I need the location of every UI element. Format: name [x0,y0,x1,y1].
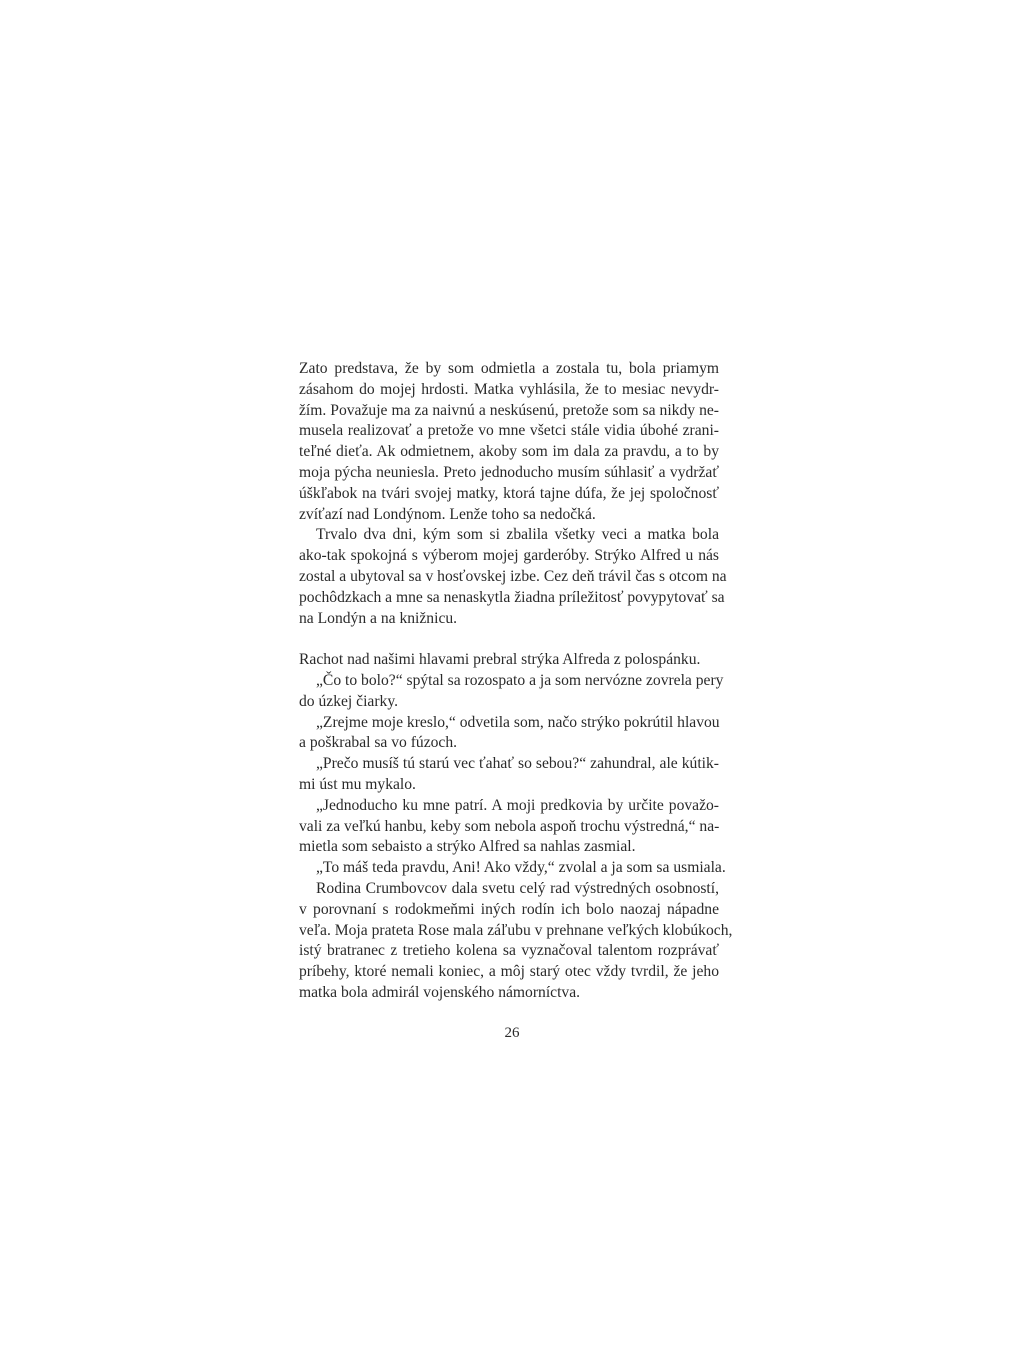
page-number: 26 [504,1025,520,1041]
text-line: Rodina Crumbovcov dala svetu celý rad výstredných osobností, [316,879,719,897]
text-line: úškľabok na tvári svojej matky, ktorá tajne dúfa, že jej spoločnosť [299,484,719,502]
text-line: Trvalo dva dni, kým som si zbalila všetky veci a matka bola [316,526,719,544]
section-break [299,629,719,650]
paragraph [299,858,726,879]
text-line: Zato predstava, že by som odmietla a zostala tu, bola priamym [299,360,719,377]
text-line: zvíťazí nad Londýnom. Lenže toho sa nedočká. [299,505,596,523]
text-line: žím. Považuje ma za naivnú a neskúsenú, pretože som sa nikdy ne- [299,401,719,419]
text-line: Rachot nad našimi hlavami prebral strýka Alfreda z polospánku. [299,651,701,669]
paragraph [299,754,719,796]
text-line: zostal a ubytoval sa v hosťovskej izbe. Cez deň trávil čas s otcom na [299,567,727,585]
text-line: mietla som sebaisto a strýko Alfred sa nahlas zasmial. [299,838,636,856]
text-line: na Londýn a na knižnicu. [299,609,458,627]
text-line: príbehy, ktoré nemali koniec, a môj starý otec vždy tvrdil, že jeho [299,963,719,981]
body-text [299,359,733,1004]
text-line: do úzkej čiarky. [299,692,399,710]
text-line: istý bratranec z tretieho kolena sa vyznačoval talentom rozprávať [299,942,719,960]
text-line: „Zrejme moje kreslo,“ odvetila som, načo strýko pokrútil hlavou [316,713,720,731]
text-line: „To máš teda pravdu, Ani! Ako vždy,“ zvolal a ja som sa usmiala. [316,859,726,877]
text-line: moja pýcha neuniesla. Preto jednoducho musím súhlasiť a vydržať [299,463,719,481]
paragraph [299,713,719,755]
paragraph [299,359,719,525]
text-line: ako-tak spokojná s výberom mojej garderóby. Strýko Alfred u nás [299,547,719,565]
paragraph [299,879,733,1004]
paragraph [299,671,724,713]
text-line: pochôdzkach a mne sa nenaskytla žiadna príležitosť povypytovať sa [299,588,725,606]
paragraph [299,650,719,671]
text-line: mi úst mu mykalo. [299,775,416,793]
text-line: zásahom do mojej hrdosti. Matka vyhlásila, že to mesiac nevydr- [299,380,719,398]
text-line: v porovnaní s rodokmeňmi iných rodín ich bolo naozaj nápadne [299,900,719,918]
text-line: „Čo to bolo?“ spýtal sa rozospato a ja som nervózne zovrela pery [316,671,724,689]
text-line: vali za veľkú hanbu, keby som nebola aspoň trochu výstredná,“ na- [299,817,720,835]
paragraph [299,796,719,858]
text-line: matka bola admirál vojenského námorníctva. [299,983,581,1001]
text-line: „Prečo musíš tú starú vec ťahať so sebou?“ zahundral, ale kútik- [316,755,719,773]
text-line: a poškrabal sa vo fúzoch. [299,734,458,752]
text-line: „Jednoducho ku mne patrí. A moji predkovia by určite považo- [316,796,719,814]
text-line: veľa. Moja prateta Rose mala záľubu v prehnane veľkých klobúkoch, [299,921,733,939]
text-line: teľné dieťa. Ak odmietnem, akoby som im dala za pravdu, a to by [299,443,719,461]
text-line: musela realizovať a pretože vo mne všetci stále vidia úbohé zrani- [299,422,719,440]
paragraph [299,525,727,629]
